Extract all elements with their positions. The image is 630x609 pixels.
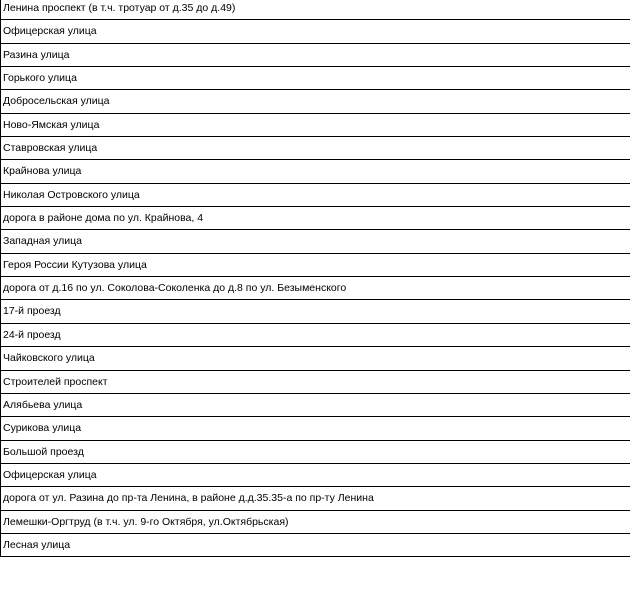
table-row xyxy=(1,487,630,510)
table-row xyxy=(1,160,630,183)
street-cell: дорога от ул. Разина до пр-та Ленина, в районе д.д.35.35-а по пр-ту Ленина xyxy=(1,487,630,510)
street-cell: Строителей проспект xyxy=(1,370,630,393)
table-row xyxy=(1,370,630,393)
street-cell: дорога в районе дома по ул. Крайнова, 4 xyxy=(1,207,630,230)
street-cell: дорога от д.16 по ул. Соколова-Соколенка до д.8 по ул. Безыменского xyxy=(1,277,630,300)
street-cell: Крайнова улица xyxy=(1,160,630,183)
street-cell: Горького улица xyxy=(1,67,630,90)
table-row xyxy=(1,463,630,486)
street-cell: Большой проезд xyxy=(1,440,630,463)
street-cell: Добросельская улица xyxy=(1,90,630,113)
table-row xyxy=(1,323,630,346)
street-cell: Разина улица xyxy=(1,43,630,66)
street-cell: Ставровская улица xyxy=(1,137,630,160)
street-cell: Чайковского улица xyxy=(1,347,630,370)
street-cell: Алябьева улица xyxy=(1,393,630,416)
street-cell: Николая Островского улица xyxy=(1,183,630,206)
street-cell: Западная улица xyxy=(1,230,630,253)
table-row xyxy=(1,137,630,160)
table-row xyxy=(1,533,630,556)
table-row xyxy=(1,300,630,323)
table-row xyxy=(1,230,630,253)
street-cell: Сурикова улица xyxy=(1,417,630,440)
table-row xyxy=(1,67,630,90)
table-row xyxy=(1,440,630,463)
table-row xyxy=(1,277,630,300)
table-row xyxy=(1,113,630,136)
street-cell: Ново-Ямская улица xyxy=(1,113,630,136)
street-cell: 24-й проезд xyxy=(1,323,630,346)
table-row xyxy=(1,253,630,276)
street-cell: Героя России Кутузова улица xyxy=(1,253,630,276)
street-cell: Лемешки-Оргтруд (в т.ч. ул. 9-го Октября, ул.Октябрьская) xyxy=(1,510,630,533)
table-row xyxy=(1,347,630,370)
street-cell: Ленина проспект (в т.ч. тротуар от д.35 до д.49) xyxy=(1,0,630,20)
table-row xyxy=(1,510,630,533)
table-row xyxy=(1,20,630,43)
street-cell: Офицерская улица xyxy=(1,463,630,486)
table-row xyxy=(1,207,630,230)
table-row xyxy=(1,417,630,440)
street-cell: Офицерская улица xyxy=(1,20,630,43)
table-row xyxy=(1,0,630,20)
street-cell: Лесная улица xyxy=(1,533,630,556)
table-row xyxy=(1,43,630,66)
table-row xyxy=(1,90,630,113)
table-row xyxy=(1,183,630,206)
street-cell: 17-й проезд xyxy=(1,300,630,323)
table-row xyxy=(1,393,630,416)
